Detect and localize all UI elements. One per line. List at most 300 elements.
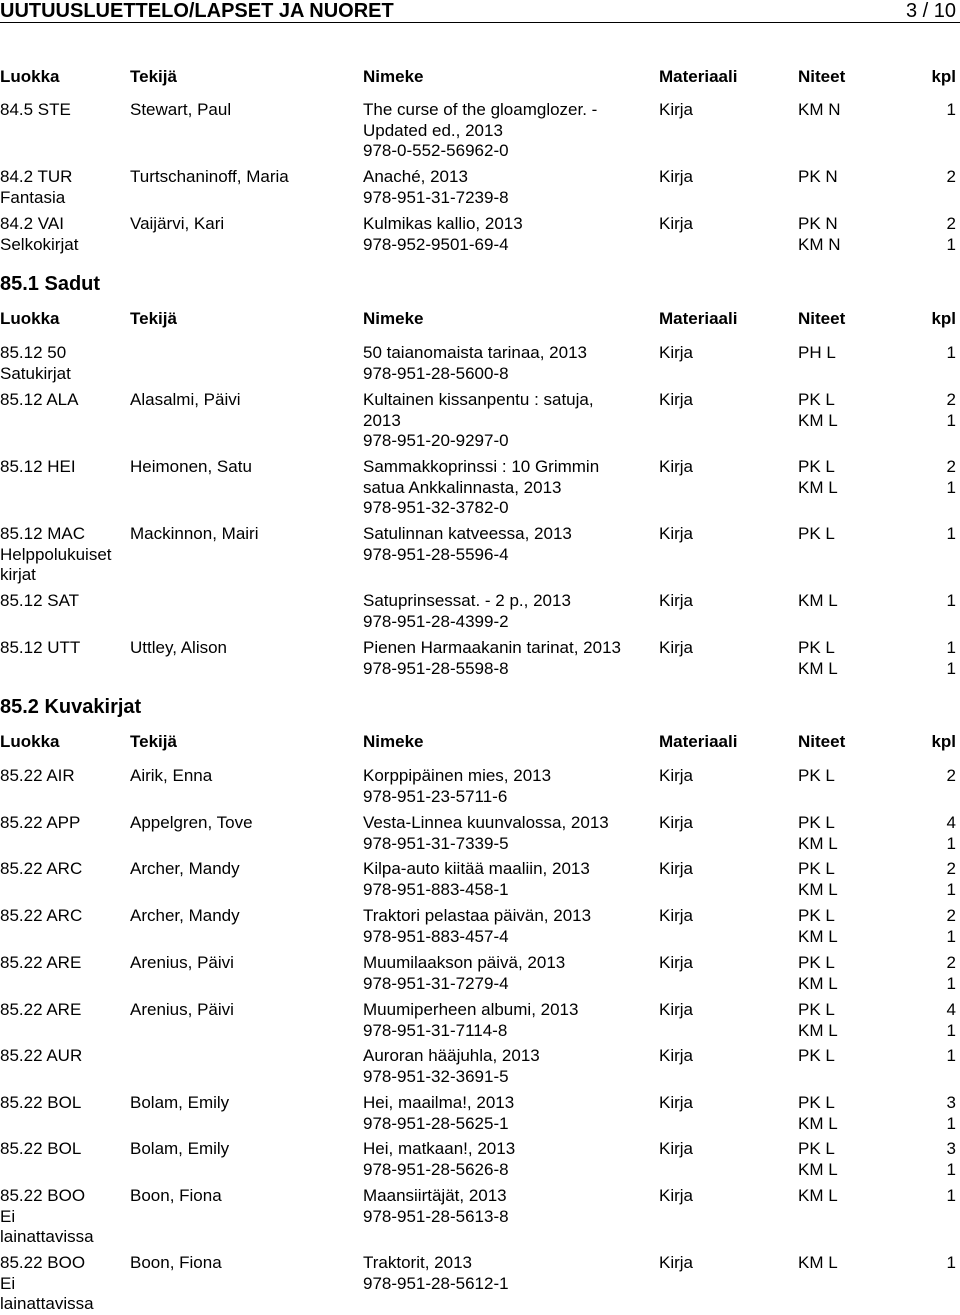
cell-luokka [0, 100, 128, 121]
cell-kpl [916, 214, 956, 255]
niteet-line: KM L [798, 1020, 838, 1040]
materiaali-text: Kirja [659, 524, 694, 543]
nimeke-line: 978-951-28-5612-1 [363, 1273, 509, 1293]
cell-materiaali [659, 591, 779, 612]
cell-materiaali [659, 100, 779, 121]
tekija-text: Archer, Mandy [130, 859, 240, 878]
luokka-line: 85.22 ARE [0, 1000, 82, 1019]
luokka-line: Ei [0, 1273, 16, 1293]
nimeke-line: 50 taianomaista tarinaa, 2013 [363, 343, 587, 362]
nimeke-line: Muumiperheen albumi, 2013 [363, 1000, 579, 1019]
cell-niteet [798, 906, 908, 947]
cell-tekija [130, 1000, 358, 1021]
materiaali-text: Kirja [659, 859, 694, 878]
luokka-line: 85.12 ALA [0, 390, 79, 409]
kpl-line: 1 [946, 638, 956, 657]
luokka-line: Satukirjat [0, 363, 71, 383]
luokka-line: 85.22 AIR [0, 766, 75, 785]
kpl-line: 2 [946, 214, 956, 233]
column-header-row [0, 309, 960, 331]
column-header-tekija: Tekijä [130, 309, 177, 328]
nimeke-line: 978-951-28-5600-8 [363, 363, 509, 383]
cell-niteet [798, 457, 908, 498]
nimeke-line: Updated ed., 2013 [363, 120, 503, 140]
niteet-line: PK L [798, 766, 835, 785]
nimeke-line: 978-951-31-7239-8 [363, 187, 509, 207]
tekija-text: Stewart, Paul [130, 100, 232, 119]
cell-luokka [0, 343, 128, 384]
kpl-line: 2 [946, 766, 956, 785]
cell-tekija [130, 390, 358, 411]
cell-niteet [798, 1093, 908, 1134]
kpl-line: 1 [946, 1113, 956, 1133]
materiaali-text: Kirja [659, 390, 694, 409]
cell-luokka [0, 1253, 128, 1315]
cell-kpl [916, 906, 956, 947]
cell-luokka [0, 859, 128, 880]
nimeke-line: 2013 [363, 410, 401, 430]
materiaali-text: Kirja [659, 1186, 694, 1205]
luokka-line: 85.12 UTT [0, 638, 81, 657]
cell-luokka [0, 390, 128, 411]
nimeke-line: 978-951-28-4399-2 [363, 611, 509, 631]
kpl-line: 3 [946, 1139, 956, 1158]
nimeke-line: Traktori pelastaa päivän, 2013 [363, 906, 592, 925]
nimeke-line: Anaché, 2013 [363, 167, 468, 186]
column-header-luokka: Luokka [0, 732, 60, 751]
cell-niteet [798, 214, 908, 255]
luokka-line: 85.22 BOL [0, 1093, 82, 1112]
kpl-line: 1 [946, 100, 956, 119]
cell-materiaali [659, 1139, 779, 1160]
cell-kpl [916, 1000, 956, 1041]
nimeke-line: 978-951-28-5598-8 [363, 658, 509, 678]
luokka-line: 85.22 BOO [0, 1186, 86, 1205]
kpl-line: 1 [946, 524, 956, 543]
cell-kpl [916, 953, 956, 994]
cell-niteet [798, 1046, 908, 1067]
cell-kpl [916, 100, 956, 121]
tekija-text: Heimonen, Satu [130, 457, 252, 476]
cell-luokka [0, 1139, 128, 1160]
cell-niteet [798, 591, 908, 612]
kpl-line: 1 [946, 343, 956, 362]
nimeke-line: Pienen Harmaakanin tarinat, 2013 [363, 638, 621, 657]
niteet-line: PK L [798, 813, 835, 832]
cell-materiaali [659, 1186, 779, 1207]
niteet-line: PK L [798, 457, 835, 476]
niteet-line: PH L [798, 343, 836, 362]
materiaali-text: Kirja [659, 457, 694, 476]
column-header-niteet: Niteet [798, 67, 846, 86]
cell-materiaali [659, 343, 779, 364]
niteet-line: PK L [798, 524, 835, 543]
column-header-materiaali: Materiaali [659, 67, 738, 86]
nimeke-line: 978-951-883-458-1 [363, 879, 509, 899]
nimeke-line: Kilpa-auto kiitää maaliin, 2013 [363, 859, 590, 878]
niteet-line: KM L [798, 591, 838, 610]
cell-niteet [798, 638, 908, 679]
page-number: 3 / 10 [905, 0, 956, 22]
nimeke-line: Traktorit, 2013 [363, 1253, 472, 1272]
cell-nimeke [363, 343, 655, 384]
cell-luokka [0, 167, 128, 208]
nimeke-line: 978-951-883-457-4 [363, 926, 509, 946]
nimeke-line: 978-0-552-56962-0 [363, 141, 509, 160]
luokka-line: 85.22 BOO [0, 1253, 86, 1272]
cell-nimeke [363, 1093, 655, 1134]
cell-tekija [130, 524, 358, 545]
nimeke-line: 978-951-31-7339-5 [363, 833, 509, 853]
cell-niteet [798, 100, 908, 121]
page-title: UUTUUSLUETTELO/LAPSET JA NUORET [0, 0, 394, 22]
luokka-line: 85.22 ARE [0, 953, 82, 972]
niteet-line: KM N [798, 100, 841, 119]
cell-materiaali [659, 390, 779, 411]
tekija-text: Archer, Mandy [130, 906, 240, 925]
kpl-line: 1 [946, 1159, 956, 1179]
column-header-niteet: Niteet [798, 309, 846, 328]
niteet-line: KM L [798, 1253, 838, 1272]
cell-luokka [0, 1093, 128, 1114]
nimeke-line: Hei, matkaan!, 2013 [363, 1139, 516, 1158]
kpl-line: 2 [946, 390, 956, 409]
cell-nimeke [363, 100, 655, 162]
cell-nimeke [363, 1139, 655, 1180]
cell-niteet [798, 813, 908, 854]
materiaali-text: Kirja [659, 906, 694, 925]
kpl-line: 1 [946, 926, 956, 946]
cell-tekija [130, 766, 358, 787]
section-title: 85.2 Kuvakirjat [0, 696, 142, 718]
cell-kpl [916, 766, 956, 787]
nimeke-line: 978-951-31-7114-8 [363, 1020, 508, 1040]
luokka-line: kirjat [0, 565, 36, 584]
page-header [0, 0, 960, 23]
cell-kpl [916, 343, 956, 364]
nimeke-line: 978-951-20-9297-0 [363, 431, 509, 450]
materiaali-text: Kirja [659, 591, 694, 610]
cell-tekija [130, 953, 358, 974]
column-header-tekija: Tekijä [130, 67, 177, 86]
nimeke-line: Sammakkoprinssi : 10 Grimmin [363, 457, 600, 476]
cell-materiaali [659, 1253, 779, 1274]
nimeke-line: Vesta-Linnea kuunvalossa, 2013 [363, 813, 609, 832]
cell-kpl [916, 1093, 956, 1134]
luokka-line: lainattavissa [0, 1227, 94, 1246]
luokka-line: lainattavissa [0, 1294, 94, 1313]
tekija-text: Bolam, Emily [130, 1093, 230, 1112]
kpl-line: 1 [946, 477, 956, 497]
cell-materiaali [659, 524, 779, 545]
kpl-line: 2 [946, 906, 956, 925]
cell-tekija [130, 457, 358, 478]
tekija-text: Bolam, Emily [130, 1139, 230, 1158]
luokka-line: 84.5 STE [0, 100, 71, 119]
cell-tekija [130, 1093, 358, 1114]
cell-tekija [130, 1186, 358, 1207]
kpl-line: 1 [946, 1186, 956, 1205]
niteet-line: PK L [798, 1093, 835, 1112]
kpl-line: 1 [946, 591, 956, 610]
column-header-kpl: kpl [931, 309, 956, 328]
niteet-line: KM L [798, 658, 838, 678]
nimeke-line: 978-951-32-3691-5 [363, 1066, 509, 1086]
materiaali-text: Kirja [659, 638, 694, 657]
luokka-line: 85.12 MAC [0, 524, 86, 543]
cell-tekija [130, 1139, 358, 1160]
cell-niteet [798, 1253, 908, 1274]
cell-kpl [916, 591, 956, 612]
cell-nimeke [363, 1000, 655, 1041]
cell-materiaali [659, 214, 779, 235]
kpl-line: 1 [946, 1020, 956, 1040]
niteet-line: KM L [798, 833, 838, 853]
niteet-line: PK L [798, 1046, 835, 1065]
cell-tekija [130, 859, 358, 880]
cell-tekija [130, 167, 358, 188]
cell-nimeke [363, 766, 655, 807]
kpl-line: 2 [946, 859, 956, 878]
column-header-nimeke: Nimeke [363, 67, 424, 86]
luokka-line: 84.2 VAI [0, 214, 64, 233]
cell-materiaali [659, 813, 779, 834]
niteet-line: KM L [798, 973, 838, 993]
niteet-line: PK L [798, 638, 835, 657]
cell-tekija [130, 100, 358, 121]
materiaali-text: Kirja [659, 100, 694, 119]
luokka-line: 85.22 BOL [0, 1139, 82, 1158]
materiaali-text: Kirja [659, 1093, 694, 1112]
column-header-tekija: Tekijä [130, 732, 177, 751]
materiaali-text: Kirja [659, 1000, 694, 1019]
cell-luokka [0, 591, 128, 612]
cell-nimeke [363, 214, 655, 255]
materiaali-text: Kirja [659, 813, 694, 832]
niteet-line: PK L [798, 1139, 835, 1158]
materiaali-text: Kirja [659, 1253, 694, 1272]
nimeke-line: 978-952-9501-69-4 [363, 234, 509, 254]
materiaali-text: Kirja [659, 1046, 694, 1065]
kpl-line: 1 [946, 234, 956, 254]
cell-materiaali [659, 1093, 779, 1114]
cell-nimeke [363, 591, 655, 632]
nimeke-line: 978-951-32-3782-0 [363, 498, 509, 517]
cell-tekija [130, 813, 358, 834]
luokka-line: 85.22 AUR [0, 1046, 83, 1065]
materiaali-text: Kirja [659, 214, 694, 233]
tekija-text: Uttley, Alison [130, 638, 228, 657]
tekija-text: Alasalmi, Päivi [130, 390, 241, 409]
cell-materiaali [659, 457, 779, 478]
materiaali-text: Kirja [659, 1139, 694, 1158]
cell-materiaali [659, 953, 779, 974]
tekija-text: Airik, Enna [130, 766, 213, 785]
cell-kpl [916, 813, 956, 854]
kpl-line: 1 [946, 973, 956, 993]
cell-kpl [916, 167, 956, 188]
column-header-kpl: kpl [931, 67, 956, 86]
column-header-nimeke: Nimeke [363, 309, 424, 328]
column-header-row [0, 732, 960, 754]
cell-luokka [0, 214, 128, 255]
cell-niteet [798, 524, 908, 545]
cell-kpl [916, 638, 956, 679]
cell-nimeke [363, 906, 655, 947]
nimeke-line: Auroran hääjuhla, 2013 [363, 1046, 540, 1065]
niteet-line: KM L [798, 1113, 838, 1133]
cell-kpl [916, 1046, 956, 1067]
cell-luokka [0, 1046, 128, 1067]
cell-nimeke [363, 859, 655, 900]
luokka-line: Helppolukuiset [0, 544, 112, 564]
cell-materiaali [659, 638, 779, 659]
niteet-line: KM L [798, 410, 838, 430]
section-title: 85.1 Sadut [0, 273, 101, 295]
cell-luokka [0, 813, 128, 834]
nimeke-line: 978-951-28-5596-4 [363, 544, 509, 564]
cell-luokka [0, 953, 128, 974]
kpl-line: 1 [946, 1046, 956, 1065]
cell-materiaali [659, 766, 779, 787]
cell-kpl [916, 1186, 956, 1207]
materiaali-text: Kirja [659, 766, 694, 785]
niteet-line: KM L [798, 1186, 838, 1205]
cell-niteet [798, 953, 908, 994]
cell-nimeke [363, 167, 655, 208]
cell-luokka [0, 1186, 128, 1248]
kpl-line: 2 [946, 457, 956, 476]
kpl-line: 3 [946, 1093, 956, 1112]
cell-kpl [916, 390, 956, 431]
cell-tekija [130, 638, 358, 659]
niteet-line: PK N [798, 214, 838, 233]
column-header-kpl: kpl [931, 732, 956, 751]
cell-niteet [798, 859, 908, 900]
nimeke-line: Hei, maailma!, 2013 [363, 1093, 515, 1112]
cell-luokka [0, 524, 128, 586]
niteet-line: PK N [798, 167, 838, 186]
niteet-line: PK L [798, 390, 835, 409]
luokka-line: 85.12 HEI [0, 457, 76, 476]
tekija-text: Turtschaninoff, Maria [130, 167, 289, 186]
cell-kpl [916, 1253, 956, 1274]
cell-nimeke [363, 524, 655, 565]
niteet-line: PK L [798, 1000, 835, 1019]
luokka-line: 85.22 ARC [0, 859, 83, 878]
column-header-nimeke: Nimeke [363, 732, 424, 751]
column-header-luokka: Luokka [0, 67, 60, 86]
kpl-line: 1 [946, 879, 956, 899]
nimeke-line: 978-951-28-5613-8 [363, 1206, 509, 1226]
cell-nimeke [363, 1186, 655, 1227]
cell-nimeke [363, 813, 655, 854]
tekija-text: Boon, Fiona [130, 1253, 222, 1272]
cell-luokka [0, 906, 128, 927]
tekija-text: Mackinnon, Mairi [130, 524, 259, 543]
materiaali-text: Kirja [659, 343, 694, 362]
luokka-line: 85.12 50 [0, 343, 67, 362]
cell-nimeke [363, 457, 655, 519]
luokka-line: 84.2 TUR [0, 167, 73, 186]
cell-nimeke [363, 1046, 655, 1087]
nimeke-line: 978-951-31-7279-4 [363, 973, 509, 993]
nimeke-line: The curse of the gloamglozer. - [363, 100, 598, 119]
cell-niteet [798, 1186, 908, 1207]
cell-nimeke [363, 390, 655, 452]
materiaali-text: Kirja [659, 953, 694, 972]
tekija-text: Appelgren, Tove [130, 813, 253, 832]
cell-kpl [916, 859, 956, 900]
cell-niteet [798, 1000, 908, 1041]
luokka-line: Ei [0, 1206, 16, 1226]
cell-niteet [798, 766, 908, 787]
nimeke-line: Satulinnan katveessa, 2013 [363, 524, 572, 543]
tekija-text: Arenius, Päivi [130, 1000, 234, 1019]
niteet-line: KM L [798, 477, 838, 497]
kpl-line: 4 [946, 813, 956, 832]
niteet-line: KM N [798, 234, 841, 254]
cell-luokka [0, 766, 128, 787]
cell-luokka [0, 1000, 128, 1021]
cell-materiaali [659, 906, 779, 927]
cell-tekija [130, 214, 358, 235]
luokka-line: 85.12 SAT [0, 591, 80, 610]
nimeke-line: Korppipäinen mies, 2013 [363, 766, 552, 785]
kpl-line: 1 [946, 658, 956, 678]
column-header-luokka: Luokka [0, 309, 60, 328]
column-header-row [0, 67, 960, 89]
kpl-line: 2 [946, 953, 956, 972]
cell-kpl [916, 1139, 956, 1180]
tekija-text: Arenius, Päivi [130, 953, 234, 972]
column-header-niteet: Niteet [798, 732, 846, 751]
cell-niteet [798, 390, 908, 431]
cell-materiaali [659, 167, 779, 188]
cell-luokka [0, 457, 128, 478]
nimeke-line: Maansiirtäjät, 2013 [363, 1186, 507, 1205]
kpl-line: 1 [946, 1253, 956, 1272]
column-header-materiaali: Materiaali [659, 309, 738, 328]
nimeke-line: 978-951-23-5711-6 [363, 786, 508, 806]
luokka-line: 85.22 ARC [0, 906, 83, 925]
cell-nimeke [363, 1253, 655, 1294]
nimeke-line: Kulmikas kallio, 2013 [363, 214, 523, 233]
nimeke-line: Kultainen kissanpentu : satuja, [363, 390, 594, 409]
luokka-line: Selkokirjat [0, 234, 79, 254]
cell-nimeke [363, 638, 655, 679]
kpl-line: 1 [946, 833, 956, 853]
cell-luokka [0, 638, 128, 659]
cell-niteet [798, 343, 908, 364]
kpl-line: 2 [946, 167, 956, 186]
cell-nimeke [363, 953, 655, 994]
niteet-line: KM L [798, 879, 838, 899]
kpl-line: 1 [946, 410, 956, 430]
cell-tekija [130, 1253, 358, 1274]
cell-materiaali [659, 1046, 779, 1067]
cell-niteet [798, 167, 908, 188]
nimeke-line: satua Ankkalinnasta, 2013 [363, 477, 562, 497]
nimeke-line: Satuprinsessat. - 2 p., 2013 [363, 591, 571, 610]
tekija-text: Vaijärvi, Kari [130, 214, 225, 233]
niteet-line: KM L [798, 926, 838, 946]
niteet-line: KM L [798, 1159, 838, 1179]
nimeke-line: 978-951-28-5626-8 [363, 1159, 509, 1179]
tekija-text: Boon, Fiona [130, 1186, 222, 1205]
materiaali-text: Kirja [659, 167, 694, 186]
niteet-line: PK L [798, 859, 835, 878]
